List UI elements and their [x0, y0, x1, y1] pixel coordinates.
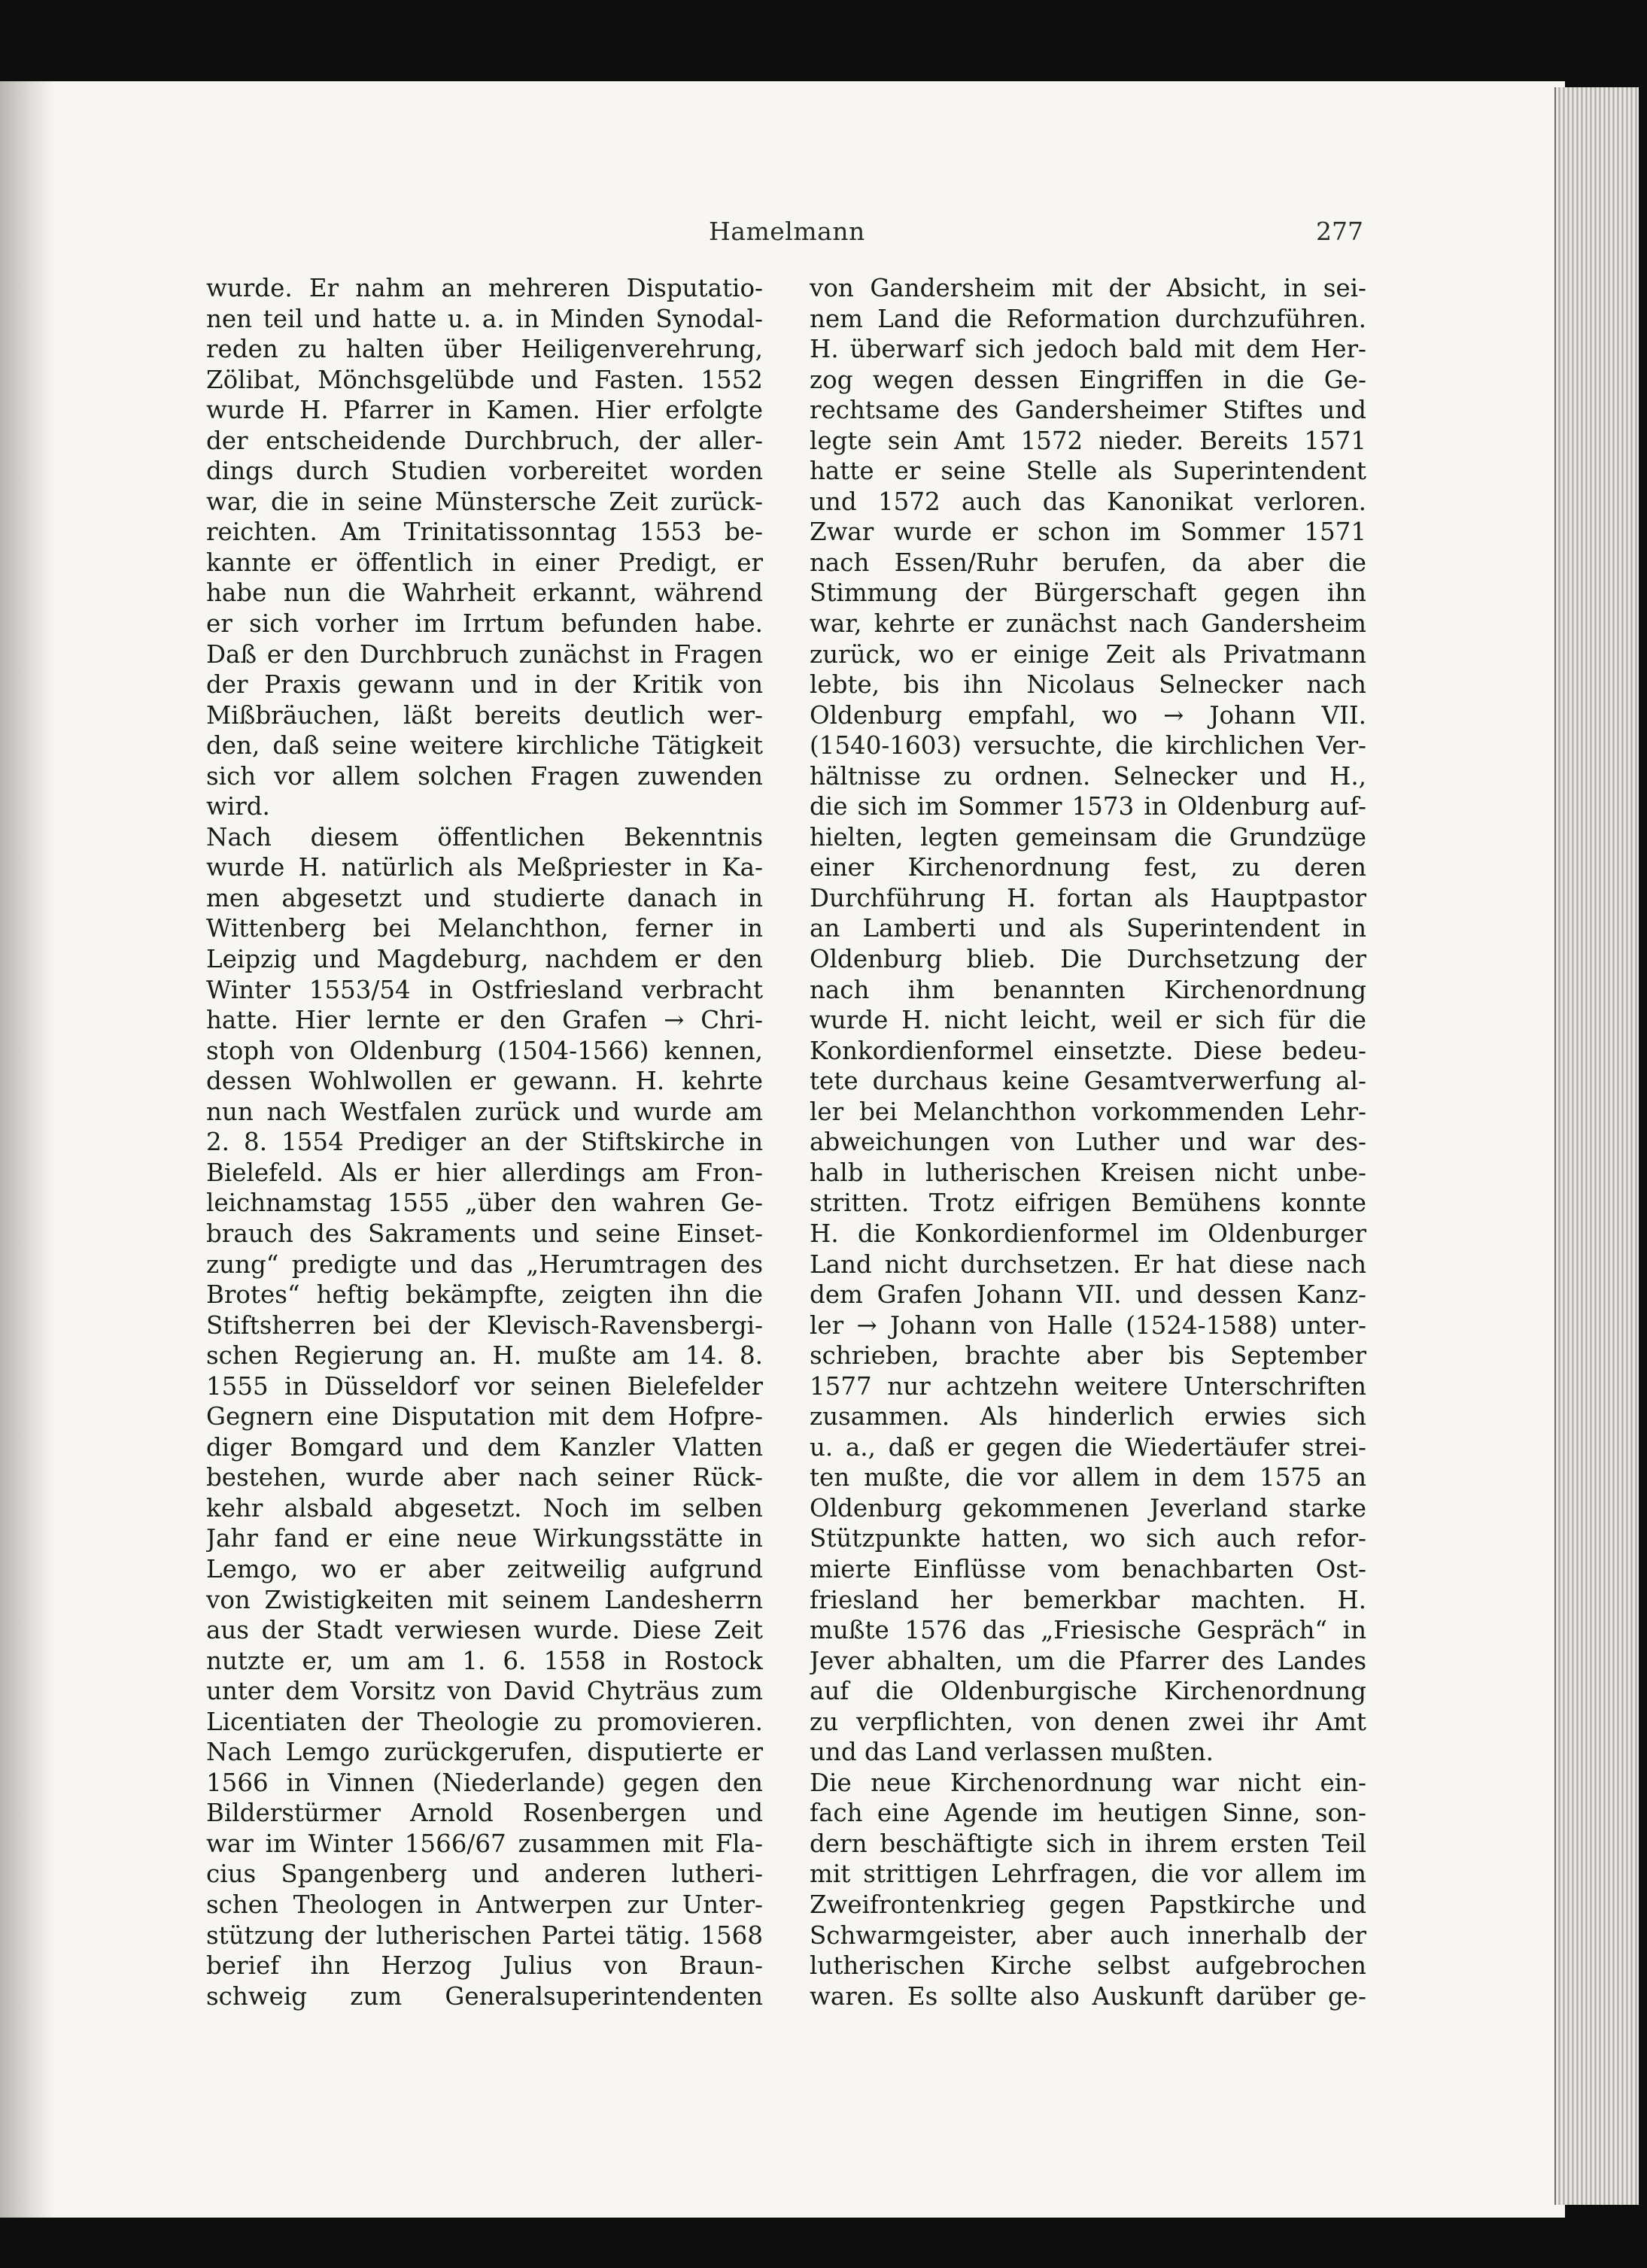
text-line: den, daß seine weitere kirchliche Tätigkeit [206, 731, 763, 761]
text-line: stoph von Oldenburg (1504-1566) kennen, [206, 1036, 763, 1065]
text-line: kehr alsbald abgesetzt. Noch im selben [206, 1493, 763, 1523]
text-line: einer Kirchenordnung fest, zu deren [810, 853, 1366, 882]
text-line: war, die in seine Münstersche Zeit zurück- [206, 487, 763, 516]
text-line: Brotes“ heftig bekämpfte, zeigten ihn die [206, 1280, 763, 1310]
text-line: waren. Es sollte also Auskunft darüber ge- [810, 1981, 1366, 2011]
text-line: Oldenburg blieb. Die Durchsetzung der [810, 945, 1366, 974]
text-line: diger Bomgard und dem Kanzler Vlatten [206, 1432, 763, 1462]
text-line: Jever abhalten, um die Pfarrer des Landes [810, 1646, 1366, 1675]
text-line: hielten, legten gemeinsam die Grundzüge [810, 822, 1366, 852]
text-line: aus der Stadt verwiesen wurde. Diese Zeit [206, 1616, 763, 1645]
text-line: zu verpflichten, von denen zwei ihr Amt [810, 1707, 1366, 1736]
text-line: fach eine Agende im heutigen Sinne, son- [810, 1799, 1366, 1828]
text-line: sich vor allem solchen Fragen zuwenden [206, 761, 763, 791]
text-line: berief ihn Herzog Julius von Braun- [206, 1951, 763, 1981]
text-line: cius Spangenberg und anderen lutheri- [206, 1860, 763, 1889]
text-line: nach Essen/Ruhr berufen, da aber die [810, 548, 1366, 577]
text-line: hältnisse zu ordnen. Selnecker und H., [810, 761, 1366, 791]
text-line: stützung der lutherischen Partei tätig. 1568 [206, 1920, 763, 1950]
text-line: leichnamstag 1555 „über den wahren Ge- [206, 1189, 763, 1218]
text-line: Licentiaten der Theologie zu promovieren. [206, 1707, 763, 1736]
text-line: Stimmung der Bürgerschaft gegen ihn [810, 578, 1366, 608]
text-line: ler → Johann von Halle (1524-1588) unter- [810, 1310, 1366, 1340]
text-line: nem Land die Reformation durchzuführen. [810, 304, 1366, 333]
text-line: Jahr fand er eine neue Wirkungsstätte in [206, 1524, 763, 1553]
text-line: 1555 in Düsseldorf vor seinen Bielefelder [206, 1371, 763, 1401]
text-line: bestehen, wurde aber nach seiner Rück- [206, 1463, 763, 1492]
text-line: wird. [206, 792, 270, 821]
text-line: Nach diesem öffentlichen Bekenntnis [206, 822, 763, 852]
text-line: schweig zum Generalsuperintendenten [206, 1981, 763, 2011]
text-line: Durchführung H. fortan als Hauptpastor [810, 883, 1366, 912]
text-line: brauch des Sakraments und seine Einset- [206, 1219, 763, 1248]
text-line: Land nicht durchsetzen. Er hat diese nach [810, 1249, 1366, 1279]
text-line: zung“ predigte und das „Herumtragen des [206, 1249, 763, 1279]
text-line: habe nun die Wahrheit erkannt, während [206, 578, 763, 608]
text-line: 1566 in Vinnen (Niederlande) gegen den [206, 1768, 763, 1797]
text-line: mußte 1576 das „Friesische Gespräch“ in [810, 1616, 1366, 1645]
text-line: dem Grafen Johann VII. und dessen Kanz- [810, 1280, 1366, 1310]
text-line: Leipzig und Magdeburg, nachdem er den [206, 945, 763, 974]
text-line: Zweifrontenkrieg gegen Papstkirche und [810, 1890, 1366, 1919]
text-line: unter dem Vorsitz von David Chyträus zum [206, 1677, 763, 1706]
gutter-shadow [0, 81, 54, 2218]
text-line: Zwar wurde er schon im Sommer 1571 [810, 518, 1366, 547]
text-line: Die neue Kirchenordnung war nicht ein- [810, 1768, 1366, 1797]
text-line: dessen Wohlwollen er gewann. H. kehrte [206, 1067, 763, 1096]
text-line: lutherischen Kirche selbst aufgebrochen [810, 1951, 1366, 1981]
right-text-column [810, 273, 1366, 2011]
text-line: schen Regierung an. H. mußte am 14. 8. [206, 1341, 763, 1371]
text-line: dings durch Studien vorbereitet worden [206, 457, 763, 486]
text-line: zurück, wo er einige Zeit als Privatmann [810, 639, 1366, 669]
text-line: H. die Konkordienformel im Oldenburger [810, 1219, 1366, 1248]
text-line: hatte er seine Stelle als Superintendent [810, 457, 1366, 486]
text-line: abweichungen von Luther und war des- [810, 1128, 1366, 1157]
text-line: friesland her bemerkbar machten. H. [810, 1585, 1366, 1614]
text-line: auf die Oldenburgische Kirchenordnung [810, 1677, 1366, 1706]
text-line: von Gandersheim mit der Absicht, in sei- [810, 274, 1366, 302]
text-line: die sich im Sommer 1573 in Oldenburg auf- [810, 792, 1366, 821]
text-line: er sich vorher im Irrtum befunden habe. [206, 609, 763, 639]
text-line: tete durchaus keine Gesamtverwerfung al- [810, 1067, 1366, 1096]
text-line: war im Winter 1566/67 zusammen mit Fla- [206, 1829, 763, 1858]
text-line: wurde. Er nahm an mehreren Disputatio- [206, 274, 763, 302]
text-line: Daß er den Durchbruch zunächst in Fragen [206, 639, 763, 669]
text-line: lebte, bis ihn Nicolaus Selnecker nach [810, 670, 1366, 700]
text-line: Nach Lemgo zurückgerufen, disputierte er [206, 1738, 763, 1767]
text-line: mit strittigen Lehrfragen, die vor allem im [810, 1860, 1366, 1889]
text-line: Stiftsherren bei der Klevisch-Ravensbergi- [206, 1310, 763, 1340]
text-line: mierte Einflüsse vom benachbarten Ost- [810, 1554, 1366, 1583]
page-edges [1554, 87, 1639, 2205]
text-line: an Lamberti und als Superintendent in [810, 914, 1366, 943]
text-line: H. überwarf sich jedoch bald mit dem Her- [810, 335, 1366, 364]
text-line: (1540-1603) versuchte, die kirchlichen Ver- [810, 731, 1366, 761]
text-line: ten mußte, die vor allem in dem 1575 an [810, 1463, 1366, 1492]
text-line: schrieben, brachte aber bis September [810, 1341, 1366, 1371]
text-line: Konkordienformel einsetzte. Diese bedeu- [810, 1036, 1366, 1065]
text-line: Wittenberg bei Melanchthon, ferner in [206, 914, 763, 943]
left-text-column [206, 273, 763, 2011]
text-line: dern beschäftigte sich in ihrem ersten Teil [810, 1829, 1366, 1858]
text-line: Lemgo, wo er aber zeitweilig aufgrund [206, 1554, 763, 1583]
text-line: rechtsame des Gandersheimer Stiftes und [810, 396, 1366, 425]
text-line: legte sein Amt 1572 nieder. Bereits 1571 [810, 426, 1366, 455]
text-line: hatte. Hier lernte er den Grafen → Chri- [206, 1006, 763, 1035]
text-line: Gegnern eine Disputation mit dem Hofpre- [206, 1402, 763, 1432]
text-line: nun nach Westfalen zurück und wurde am [206, 1097, 763, 1126]
text-line: Bielefeld. Als er hier allerdings am Fron- [206, 1158, 763, 1187]
text-line: und das Land verlassen mußten. [810, 1738, 1214, 1767]
text-line: Mißbräuchen, läßt bereits deutlich wer- [206, 700, 763, 730]
text-line: der Praxis gewann und in der Kritik von [206, 670, 763, 700]
text-line: schen Theologen in Antwerpen zur Unter- [206, 1890, 763, 1919]
page-header [205, 217, 1363, 262]
text-line: wurde H. Pfarrer in Kamen. Hier erfolgte [206, 396, 763, 425]
text-line: Oldenburg empfahl, wo → Johann VII. [810, 700, 1366, 730]
text-line: Winter 1553/54 in Ostfriesland verbracht [206, 975, 763, 1004]
text-line: halb in lutherischen Kreisen nicht unbe- [810, 1158, 1366, 1187]
text-line: Stützpunkte hatten, wo sich auch refor- [810, 1524, 1366, 1553]
text-line: stritten. Trotz eifrigen Bemühens konnte [810, 1189, 1366, 1218]
text-line: nen teil und hatte u. a. in Minden Synodal- [206, 304, 763, 333]
text-line: wurde H. nicht leicht, weil er sich für die [810, 1006, 1366, 1035]
text-line: von Zwistigkeiten mit seinem Landesherrn [206, 1585, 763, 1614]
text-line: Schwarmgeister, aber auch innerhalb der [810, 1920, 1366, 1950]
text-line: ler bei Melanchthon vorkommenden Lehr- [810, 1097, 1366, 1126]
text-line: reden zu halten über Heiligenverehrung, [206, 335, 763, 364]
text-line: Oldenburg gekommenen Jeverland starke [810, 1493, 1366, 1523]
text-line: nutzte er, um am 1. 6. 1558 in Rostock [206, 1646, 763, 1675]
text-line: wurde H. natürlich als Meßpriester in Ka- [206, 853, 763, 882]
text-line: zusammen. Als hinderlich erwies sich [810, 1402, 1366, 1432]
page-number: 277 [1316, 217, 1363, 246]
text-line: 2. 8. 1554 Prediger an der Stiftskirche in [206, 1128, 763, 1157]
text-line: reichten. Am Trinitatissonntag 1553 be- [206, 518, 763, 547]
text-line: Zölibat, Mönchsgelübde und Fasten. 1552 [206, 365, 763, 394]
text-line: der entscheidende Durchbruch, der aller- [206, 426, 763, 455]
text-line: und 1572 auch das Kanonikat verloren. [810, 487, 1366, 516]
text-line: 1577 nur achtzehn weitere Unterschriften [810, 1371, 1366, 1401]
text-line: war, kehrte er zunächst nach Gandersheim [810, 609, 1366, 639]
text-line: zog wegen dessen Eingriffen in die Ge- [810, 365, 1366, 394]
text-line: nach ihm benannten Kirchenordnung [810, 975, 1366, 1004]
text-line: u. a., daß er gegen die Wiedertäufer strei- [810, 1432, 1366, 1462]
running-head: Hamelmann [709, 217, 865, 246]
text-line: men abgesetzt und studierte danach in [206, 883, 763, 912]
text-line: kannte er öffentlich in einer Predigt, er [206, 548, 763, 577]
text-line: Bilderstürmer Arnold Rosenbergen und [206, 1799, 763, 1828]
